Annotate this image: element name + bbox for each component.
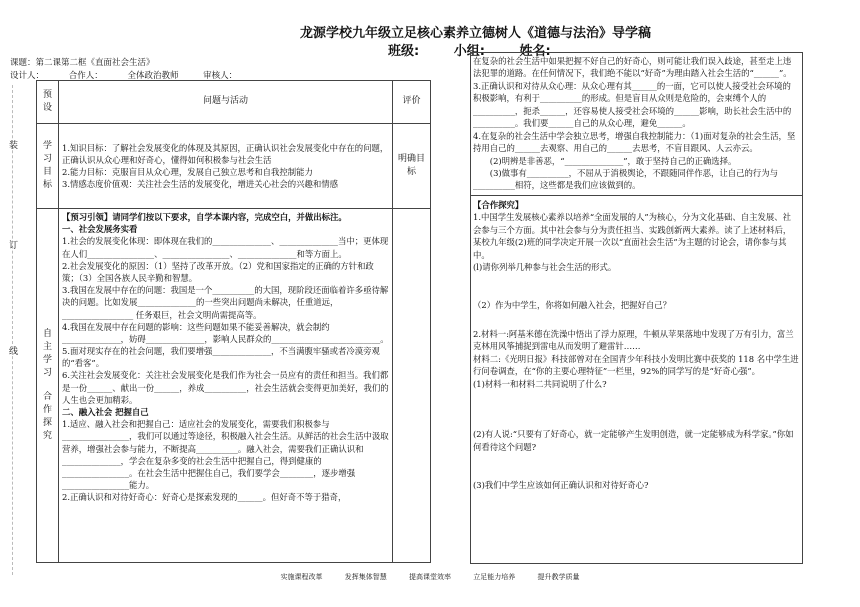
part1-heading: 一、社会发展务实看 [62, 224, 138, 235]
footer-item: 实施课程改革 [280, 573, 323, 581]
paragraph: 2.社会发展变化的原因：（1）坚持了改革开放。（2）党和国家指定的正确的方针和政策；（3）全国各族人民辛勤和智慧。 [62, 260, 374, 283]
paragraph: 3.我国在发展中存在的问题：我国是一个__________的大国，现阶段还面临着许多亟待解决的问题。比如发展______________的一些突出问题尚未解决，任重道远，_________________ 任务艰巨，社会文明尚需提高等。 [62, 285, 389, 320]
question: (1)材料一和材料二共同说明了什么? [473, 378, 607, 389]
designer-label: 设计人： [10, 71, 45, 81]
question: (2)有人说:“只要有了好奇心，就一定能够产生发明创造，就一定能够成为科学家。”你如何看待这个问题? [473, 429, 794, 452]
group-label: 小组: [453, 44, 485, 59]
footer-item: 发挥集体智慧 [344, 573, 387, 581]
coop-heading: 【合作探究】 [473, 199, 524, 210]
paragraph: 4.我国在发展中存在问题的影响：这些问题如果不能妥善解决，就会制约______________，妨碍______________，影响人民群众的__________________________。 [62, 321, 389, 344]
right-column [473, 55, 799, 491]
col-eval: 评价 [393, 81, 431, 124]
preview-heading: 【预习引领】请同学们按以下要求，自学本课内容，完成空白，并做出标注。 [62, 212, 347, 222]
goals-row [37, 124, 431, 209]
side-label-self-study: 自主学习 [42, 329, 52, 379]
all-teachers-label: 全体政治教师 [127, 71, 179, 81]
study-table [36, 80, 431, 563]
paragraph: 2.材料一:阿基米德在洗澡中悟出了浮力原理，牛顿从苹果落地中发现了万有引力，富兰克林用风筝捕捉到雷电从而发明了避雷针…… [473, 328, 794, 352]
side-label-coop: 合作探究 [42, 391, 52, 441]
paragraph: 材料二:《光明日报》科技部曾对在全国青少年科技小发明比赛中获奖的 118 名中学生进行问卷调查，在“你的主要心理特征”一栏里，92%的同学写的是“好奇心强”。 [473, 353, 799, 377]
paragraph: 1.中国学生发展核心素养以培养“全面发展的人”为核心，分为文化基础、自主发展、社会参与三个方面。其中社会参与分为责任担当、实践创新两大素养。读了上述材料后，某校九年级(2)班的同学决定开展一次以“直面社会生活”为主题的讨论会，请你参与其中。 [473, 212, 792, 260]
goals-eval: 明确目标 [393, 124, 431, 209]
paragraph: (3)做事有__________，不屈从于消极舆论，不跟随同伴作恶，让自己的行为与__________相符，这些都是我们应该做到的。 [473, 167, 779, 191]
footer-slogans [0, 572, 860, 582]
topic-line: 课题：第二课第二框《直面社会生活》 [10, 58, 155, 68]
table-header-row [37, 81, 431, 124]
footer-item: 立足能力培养 [473, 573, 516, 581]
page-title: 龙源学校九年级立足核心素养立德树人《道德与法治》导学稿 [300, 26, 652, 41]
footer-item: 提高课堂效率 [409, 573, 451, 581]
eval-cell [393, 209, 431, 563]
paragraph: 5.面对现实存在的社会问题，我们要增强______________，不当满腹牢骚或者冷漠旁观的“看客”。 [62, 346, 380, 369]
answer-space [473, 312, 799, 328]
answer-space [473, 390, 799, 428]
binding-line [12, 85, 13, 575]
goals-cell [59, 124, 393, 209]
paragraph: 6.关注社会发展变化：关注社会发展变化是我们作为社会一员应有的责任和担当。我们都是一份______、献出一份______，养成__________，社会生活就会变得更加美好，我们的人生也会更加精彩。 [62, 370, 389, 405]
goal-item: 3.情感态度价值观：关注社会生活的发展变化，增进关心社会的兴趣和情感 [62, 179, 338, 190]
answer-space [473, 453, 799, 479]
question: （2）作为中学生，你将如何融入社会，把握好自己？ [473, 300, 671, 311]
binding-mark: 装 [9, 141, 19, 151]
side-labels [37, 209, 59, 563]
goal-item: 1.知识目标：了解社会发展变化的体现及其原因，正确认识社会发展变化中存在的问题，正确认识从众心理和好奇心，懂得如何积极参与社会生活 [62, 142, 389, 165]
col-prep: 预设 [37, 81, 59, 124]
class-label: 班级: [388, 44, 420, 59]
divider [470, 195, 802, 196]
binding-mark: 线 [9, 347, 19, 357]
main-row [37, 209, 431, 563]
question: (l)请你列举几种参与社会生活的形式。 [473, 262, 617, 272]
paragraph: 2.正确认识和对待好奇心：好奇心是探索发现的______。但好奇不等于猎奇， [62, 492, 347, 503]
reviewer-label: 审核人： [203, 71, 238, 81]
paragraph: 在复杂的社会生活中如果把握不好自己的好奇心，则可能让我们误入歧途，甚至走上违法犯罪的道路。在任何情况下，我们绝不能以“好奇”为理由踏入社会生活的“______”。 [473, 56, 792, 79]
answer-space [473, 273, 799, 299]
part2-heading: 二、融入社会 把握自己 [62, 407, 149, 417]
name-label: 姓名: [519, 44, 551, 59]
paragraph: 1.适应、融入社会和把握自己：适应社会的发展变化，需要我们积极参与________________，我们可以通过等途径，积极融入社会生活。从鲜活的社会生活中汲取营养，增强社会参与能力，不断提高__________。融入社会，需要我们正确认识和______________，学会在复杂多变的社会生活中把握自己，得到健康的________________。在社会生活中把握住自己，我们要学会________，逐步增强________________能力。 [62, 419, 389, 491]
paragraph: 4.在复杂的社会生活中学会独立思考，增强自我控制能力：（1)面对复杂的社会生活，坚持用自己的______去观察、用自己的______去思考，不盲目跟风、人云亦云。 [473, 130, 796, 154]
goal-item: 2.能力目标：克服盲目从众心理，发展自己独立思考和自我控制能力 [62, 167, 313, 177]
paragraph: (2)明辨是非善恶，“______________”，敢于坚持自己的正确选择。 [489, 155, 737, 166]
footer-item: 提升教学质量 [537, 573, 580, 581]
goals-label: 学习目标 [37, 124, 59, 209]
binding-mark: 订 [9, 241, 19, 251]
question: (3)我们中学生应该如何正确认识和对待好奇心? [473, 479, 649, 490]
partner-label: 合作人： [68, 71, 103, 81]
col-questions: 问题与活动 [59, 81, 393, 124]
paragraph: 3.正确认识和对待从众心理：从众心理有其______的一面，它可以使人接受社会环境的积极影响，有利于__________的形成。但是盲目从众则是危险的，会束缚个人的__________，扼杀______，还容易使人接受社会环境的______影响，助长社会生活中的__________。我们要______自己的从众心理，避免______。 [473, 80, 792, 129]
content-cell [59, 209, 393, 563]
paragraph: 1.社会的发展变化体现：即体现在我们的______________、______________当中；更体现在人们________________、________________、______________和等方面上。 [62, 236, 389, 259]
